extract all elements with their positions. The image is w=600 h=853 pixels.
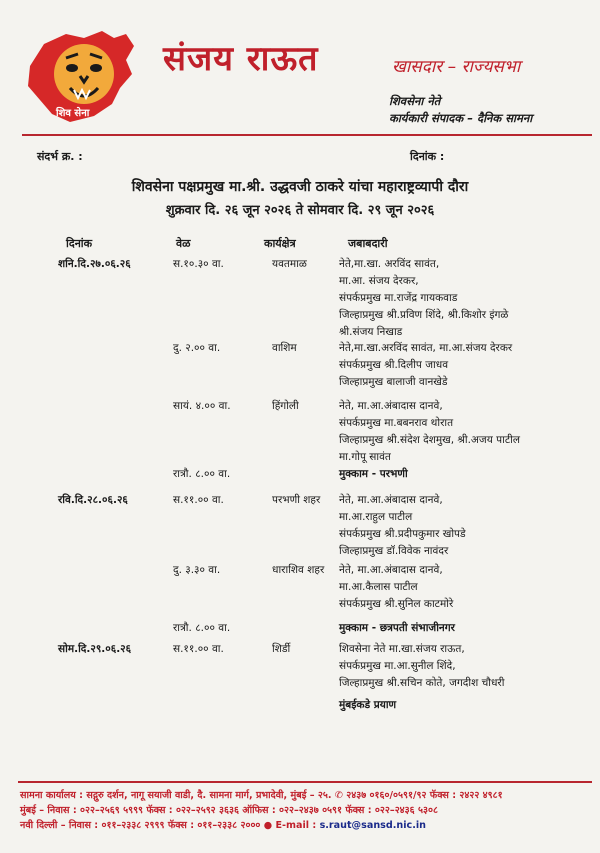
responsibility-line: मुंबईकडे प्रयाण bbox=[339, 699, 397, 711]
row-place: परभणी शहर bbox=[272, 494, 321, 506]
responsibility-line: नेते,मा.खा. अरविंद सावंत, bbox=[339, 258, 440, 270]
row-time: रात्रौ. ८.०० वा. bbox=[173, 468, 231, 480]
header-divider bbox=[22, 134, 592, 136]
responsibility-line: संपर्कप्रमुख श्री.दिलीप जाधव bbox=[339, 359, 449, 371]
row-time: स.११.०० वा. bbox=[173, 494, 224, 506]
row-responsibility bbox=[339, 492, 466, 560]
row-time: दु. २.०० वा. bbox=[173, 342, 221, 354]
footer-delhi-contact: नवी दिल्ली – निवास : ०११–२३३८ २९९९ फॅक्स : ०११–२३३८ २००० ● E-mail : bbox=[20, 820, 317, 831]
document-title: शिवसेना पक्षप्रमुख मा.श्री. उद्धवजी ठाकरे यांचा महाराष्ट्रव्यापी दौरा bbox=[131, 179, 469, 195]
responsibility-line: श्री.संजय निखाड bbox=[339, 326, 403, 338]
responsibility-line: शिवसेना नेते मा.खा.संजय राऊत, bbox=[339, 643, 465, 655]
responsibility-line: मा.गोपू सावंत bbox=[339, 451, 391, 463]
footer-divider bbox=[18, 781, 592, 783]
document-subtitle: शुक्रवार दि. २६ जून २०२६ ते सोमवार दि. २९ जून २०२६ bbox=[165, 203, 435, 218]
row-responsibility bbox=[339, 562, 453, 613]
row-place: यवतमाळ bbox=[272, 258, 307, 270]
row-date: शनि.दि.२७.०६.२६ bbox=[58, 258, 131, 270]
letterhead-role-1: शिवसेना नेते bbox=[389, 94, 441, 108]
responsibility-line: जिल्हाप्रमुख डॉ.विवेक नावंदर bbox=[339, 545, 449, 557]
col-header-responsibility: जबाबदारी bbox=[348, 237, 388, 250]
row-responsibility bbox=[339, 697, 396, 714]
row-responsibility bbox=[339, 256, 508, 341]
responsibility-line: जिल्हाप्रमुख श्री.सचिन कोते, जगदीश चौधरी bbox=[339, 677, 505, 689]
responsibility-line: मा.आ.कैलास पाटील bbox=[339, 581, 418, 593]
responsibility-line: जिल्हाप्रमुख बालाजी वानखेडे bbox=[339, 376, 448, 388]
row-responsibility bbox=[339, 398, 520, 466]
responsibility-line: जिल्हाप्रमुख श्री.संदेश देशमुख, श्री.अजय पाटील bbox=[339, 434, 520, 446]
responsibility-line: संपर्कप्रमुख मा.आ.सुनील शिंदे, bbox=[339, 660, 456, 672]
col-header-time: वेळ bbox=[176, 237, 191, 250]
footer-email-link[interactable]: s.raut@sansd.nic.in bbox=[319, 820, 426, 831]
footer-line-1: सामना कार्यालय : सद्गुरु दर्शन, नागू सयाजी वाडी, दै. सामना मार्ग, प्रभादेवी, मुंबई – २५. ✆ २४३७ ०१६०/०५९१/९२ फॅक्स : २४२२ ४९८१ bbox=[20, 790, 503, 801]
responsibility-line: संपर्कप्रमुख श्री.प्रदीपकुमार खोपडे bbox=[339, 528, 466, 540]
row-time: रात्रौ. ८.०० वा. bbox=[173, 622, 231, 634]
row-date: रवि.दि.२८.०६.२६ bbox=[58, 494, 128, 506]
responsibility-line: संपर्कप्रमुख श्री.सुनिल काटमोरे bbox=[339, 598, 454, 610]
responsibility-line: मुक्काम - परभणी bbox=[339, 468, 408, 480]
shiv-sena-tiger-logo-icon bbox=[22, 26, 142, 126]
row-responsibility bbox=[339, 641, 504, 692]
logo-text: शिव सेना bbox=[56, 108, 90, 119]
row-responsibility bbox=[339, 620, 455, 637]
responsibility-line: मुक्काम - छत्रपती संभाजीनगर bbox=[339, 622, 455, 634]
responsibility-line: संपर्कप्रमुख मा.राजेंद्र गायकवाड bbox=[339, 292, 458, 304]
letterhead-role-2: कार्यकारी संपादक – दैनिक सामना bbox=[389, 111, 533, 125]
row-time: सायं. ४.०० वा. bbox=[173, 400, 231, 412]
col-header-date: दिनांक bbox=[66, 237, 93, 250]
responsibility-line: नेते, मा.आ.अंबादास दानवे, bbox=[339, 400, 443, 412]
row-place: शिर्डी bbox=[272, 643, 291, 655]
row-time: दु. ३.३० वा. bbox=[173, 564, 221, 576]
responsibility-line: मा.आ. संजय देरकर, bbox=[339, 275, 419, 287]
letterhead-designation: खासदार – राज्यसभा bbox=[392, 57, 521, 77]
date-label: दिनांक : bbox=[410, 150, 445, 163]
reference-label: संदर्भ क्र. : bbox=[37, 150, 83, 163]
responsibility-line: नेते, मा.आ.अंबादास दानवे, bbox=[339, 494, 443, 506]
letterhead-name: संजय राऊत bbox=[163, 39, 319, 79]
col-header-place: कार्यक्षेत्र bbox=[264, 237, 296, 250]
responsibility-line: मा.आ.राहुल पाटील bbox=[339, 511, 413, 523]
row-responsibility bbox=[339, 466, 408, 483]
responsibility-line: नेते,मा.खा.अरविंद सावंत, मा.आ.संजय देरकर bbox=[339, 342, 513, 354]
footer-line-3 bbox=[20, 818, 426, 831]
row-date: सोम.दि.२९.०६.२६ bbox=[58, 643, 132, 655]
row-place: वाशिम bbox=[272, 342, 297, 354]
row-responsibility bbox=[339, 340, 512, 391]
row-time: स.११.०० वा. bbox=[173, 643, 224, 655]
row-place: धाराशिव शहर bbox=[272, 564, 325, 576]
row-place: हिंगोली bbox=[272, 400, 299, 412]
responsibility-line: संपर्कप्रमुख मा.बबनराव थोरात bbox=[339, 417, 454, 429]
row-time: स.१०.३० वा. bbox=[173, 258, 224, 270]
responsibility-line: नेते, मा.आ.अंबादास दानवे, bbox=[339, 564, 443, 576]
footer-line-2: मुंबई – निवास : ०२२–२५६९ ५९९९ फॅक्स : ०२२–२५९२ ३६३६ ऑफिस : ०२२–२४३७ ०५९१ फॅक्स : ०२२–२४३६ ५३०८ bbox=[20, 805, 438, 816]
responsibility-line: जिल्हाप्रमुख श्री.प्रविण शिंदे, श्री.किशोर इंगळे bbox=[339, 309, 509, 321]
